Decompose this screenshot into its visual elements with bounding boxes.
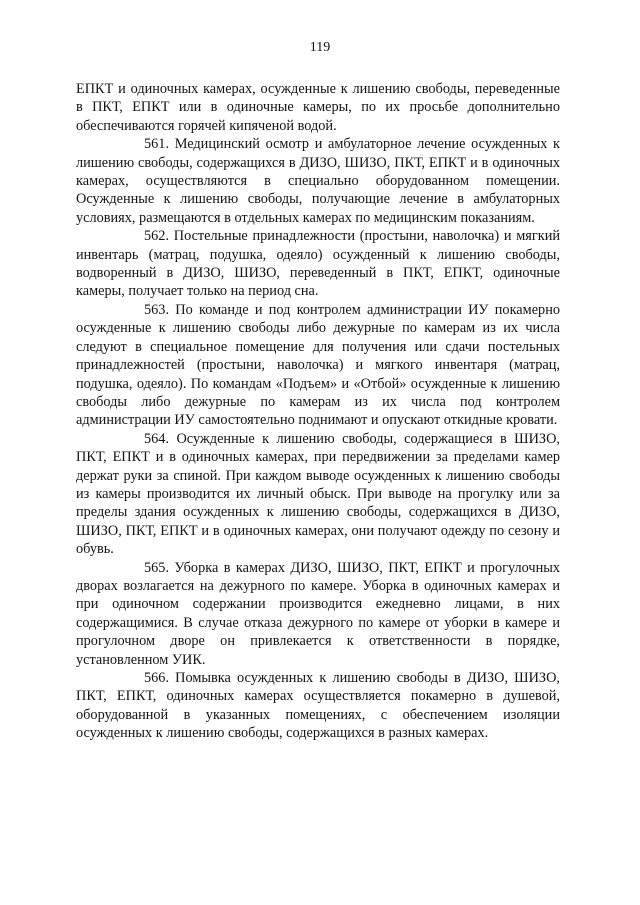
- document-body: [76, 80, 560, 743]
- paragraph-564: 564. Осужденные к лишению свободы, содержащиеся в ШИЗО, ПКТ, ЕПКТ и в одиночных камерах, при передвижении за пределами камер держат руки за спиной. При каждом выводе осужденных к лишению свободы из камеры производится их личный обыск. При выводе на прогулку или за пределы здания осужденных к лишению свободы, содержащихся в ДИЗО, ШИЗО, ПКТ, ЕПКТ и в одиночных камерах, они получают одежду по сезону и обувь.: [76, 430, 560, 558]
- paragraph-562: 562. Постельные принадлежности (простыни, наволочка) и мягкий инвентарь (матрац, подушка, одеяло) осужденный к лишению свободы, водворенный в ДИЗО, ШИЗО, переведенный в ПКТ, ЕПКТ, одиночные камеры, получает только на период сна.: [76, 228, 560, 300]
- paragraph-continuation: ЕПКТ и одиночных камерах, осужденные к лишению свободы, переведенные в ПКТ, ЕПКТ или в одиночные камеры, по их просьбе дополнительно обеспечиваются горячей кипяченой водой.: [76, 81, 560, 134]
- paragraph-563: 563. По команде и под контролем администрации ИУ покамерно осужденные к лишению свободы либо дежурные по камерам из их числа следуют в специальное помещение для получения или сдачи постельных принадлежностей (простыни, наволочка) и мягкого инвентаря (матрац, подушка, одеяло). По командам «Подъем» и «Отбой» осужденные к лишению свободы либо дежурные по камерам из их числа под контролем администрации ИУ самостоятельно поднимают и опускают откидные кровати.: [76, 301, 560, 429]
- paragraph-566: 566. Помывка осужденных к лишению свободы в ДИЗО, ШИЗО, ПКТ, ЕПКТ, одиночных камерах осуществляется покамерно в душевой, оборудованной в указанных помещениях, с обеспечением изоляции осужденных к лишению свободы, содержащихся в разных камерах.: [76, 670, 560, 742]
- paragraph-561: 561. Медицинский осмотр и амбулаторное лечение осужденных к лишению свободы, содержащихся в ДИЗО, ШИЗО, ПКТ, ЕПКТ и в одиночных камерах, осуществляются в специально оборудованном помещении. Осужденные к лишению свободы, получающие лечение в амбулаторных условиях, размещаются в отдельных камерах по медицинским показаниям.: [76, 136, 560, 226]
- paragraph-565: 565. Уборка в камерах ДИЗО, ШИЗО, ПКТ, ЕПКТ и прогулочных дворах возлагается на дежурного по камере. Уборка в одиночных камерах и при одиночном содержании производится ежедневно лицами, в них содержащимися. В случае отказа дежурного по камере от уборки в камере и прогулочном дворе он привлекается к ответственности в порядке, установленном УИК.: [76, 559, 560, 668]
- page-number: 119: [309, 40, 331, 55]
